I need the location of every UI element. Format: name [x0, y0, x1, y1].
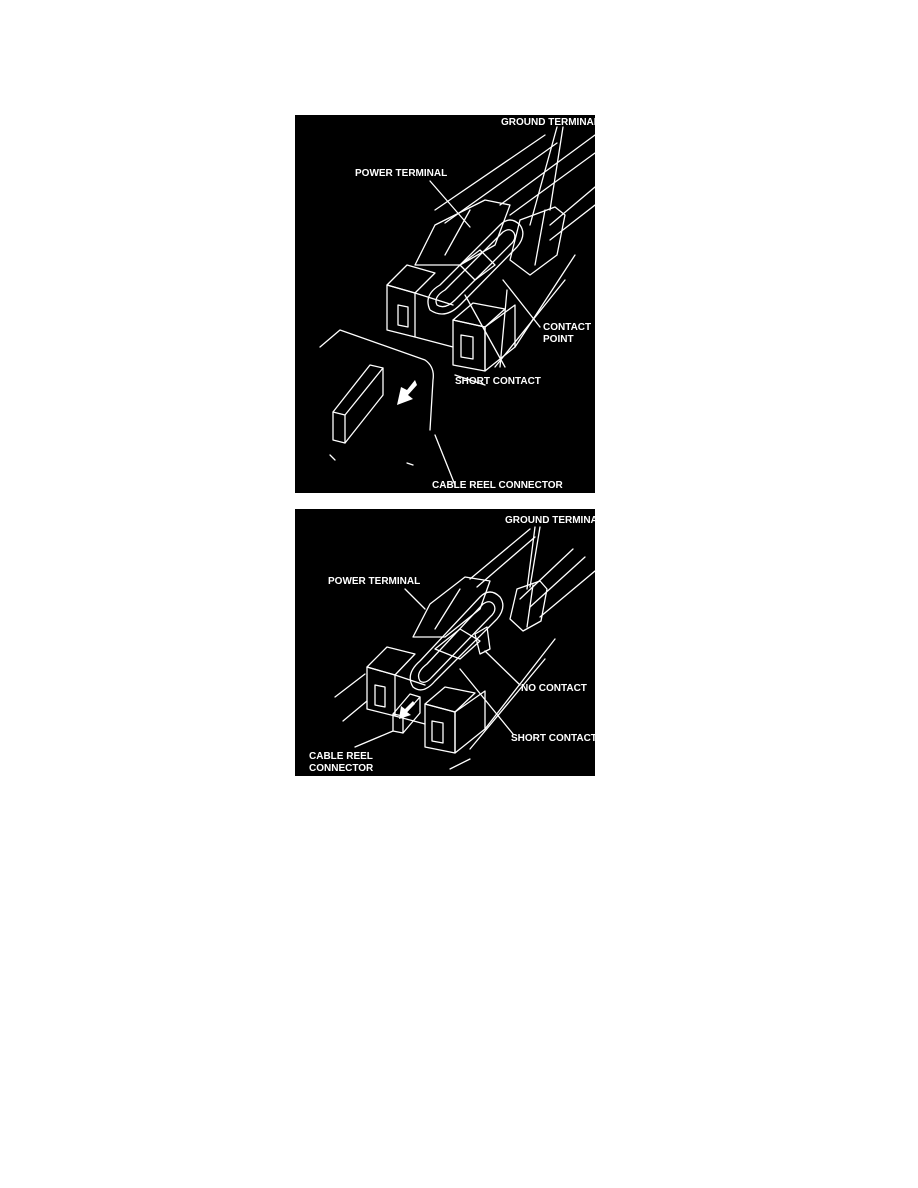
short-contact-loop — [428, 220, 523, 314]
leader-lines — [355, 527, 540, 747]
label-power-terminal: POWER TERMINAL — [328, 576, 421, 587]
label-contact-point — [543, 322, 591, 346]
wire-lines — [435, 135, 595, 240]
label-ground-terminal: GROUND TERMINAL — [501, 117, 600, 128]
label-contact-point-line-2: POINT — [543, 334, 574, 345]
shorting-bar-block — [333, 365, 383, 443]
connector-diagram-disconnected — [295, 115, 600, 493]
label-short-contact: SHORT CONTACT — [455, 376, 541, 387]
label-cable-reel-connector-line-2: CONNECTOR — [309, 763, 374, 774]
leader-lines — [430, 127, 563, 485]
connector-diagram-connected — [295, 509, 604, 776]
ground-terminal-sleeve — [510, 207, 565, 275]
label-short-contact: SHORT CONTACT — [511, 733, 597, 744]
terminal-housing — [387, 265, 515, 371]
arrow-icon — [397, 380, 417, 405]
label-no-contact: NO CONTACT — [521, 683, 587, 694]
ground-terminal-sleeve — [510, 581, 547, 631]
body-lines — [335, 639, 555, 769]
label-cable-reel-connector — [309, 751, 373, 775]
terminal-housing — [367, 647, 485, 753]
label-contact-point-line-1: CONTACT — [543, 322, 592, 333]
label-power-terminal: POWER TERMINAL — [355, 168, 448, 179]
label-ground-terminal: GROUND TERMINAL — [505, 515, 604, 526]
label-cable-reel-connector-line-1: CABLE REEL — [309, 751, 373, 762]
cable-reel-connector-plate — [320, 330, 433, 465]
label-cable-reel-connector: CABLE REEL CONNECTOR — [432, 480, 563, 491]
short-contact-loop — [410, 592, 503, 690]
